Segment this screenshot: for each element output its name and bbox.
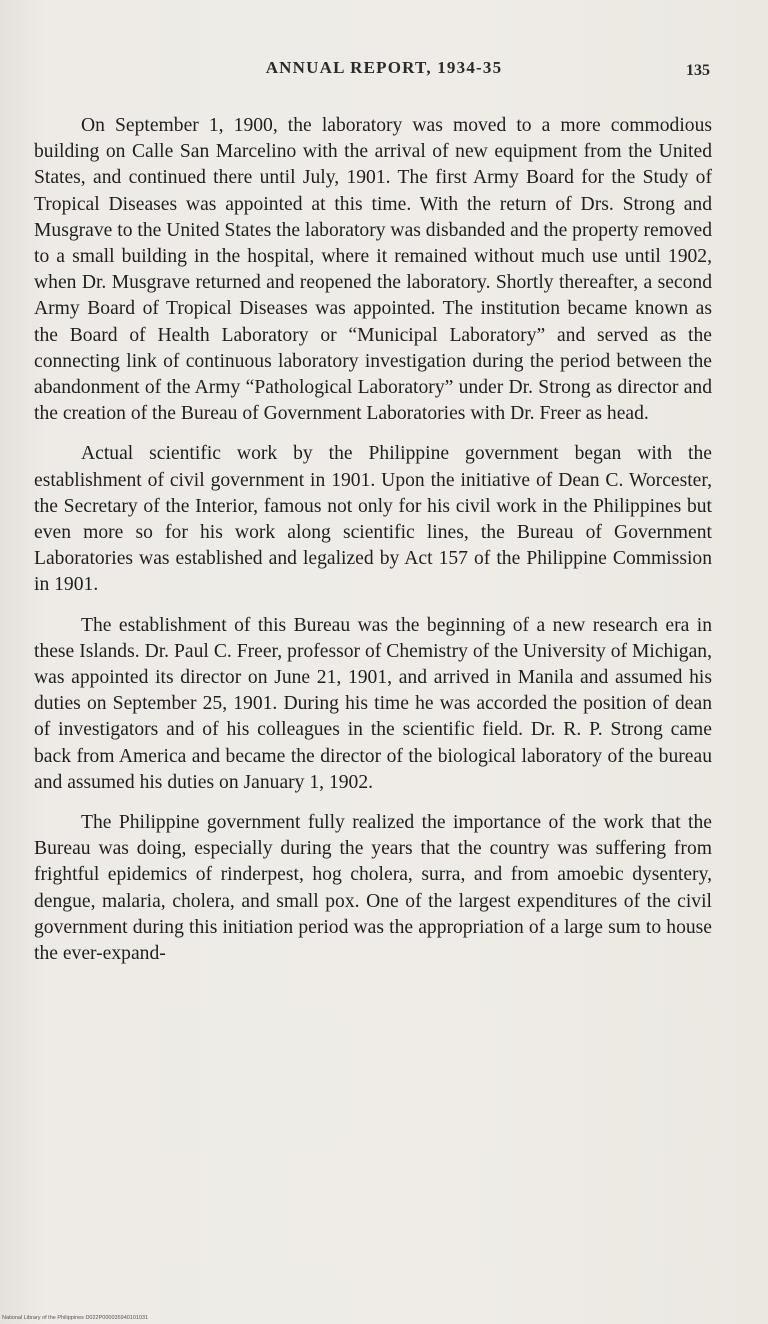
body-text xyxy=(34,113,712,981)
paragraph-civil-government: Actual scientific work by the Philippine government began with the establishment of civil government in 1901. Upon the initiative of Dean C. Worcester, the Secretary of the Interior, famous not only for his civil work in the Philippines but even more so for his work along scientific lines, the Bureau of Government Laboratories was established and legalized by Act 157 of the Philippine Commission in 1901. xyxy=(34,443,712,596)
running-header xyxy=(0,58,768,88)
paragraph-epidemics: The Philippine government fully realized the importance of the work that the Bureau was doing, especially during the years that the country was suffering from frightful epidemics of rinderpest, hog cholera, surra, and from amoebic dysentery, dengue, malaria, cholera, and small pox. One of the largest expenditures of the civil government during this initiation period was the appropriation of a large sum to house the ever-expand- xyxy=(34,812,712,965)
running-title: ANNUAL REPORT, 1934-35 xyxy=(265,58,503,77)
library-stamp: National Library of the Philippines D022P000035940101031 xyxy=(2,1315,149,1321)
paragraph-bureau-establishment: The establishment of this Bureau was the beginning of a new research era in these Islands. Dr. Paul C. Freer, professor of Chemistry of the University of Michigan, was appointed its director on June 21, 1901, and arrived in Manila and assumed his duties on September 25, 1901. During his time he was accorded the position of dean of investigators and of his colleagues in the scientific field. Dr. R. P. Strong came back from America and became the director of the biological laboratory of the bureau and assumed his duties on January 1, 1902. xyxy=(34,614,712,793)
page-number: 135 xyxy=(686,62,710,79)
paragraph-laboratory-history: On September 1, 1900, the laboratory was moved to a more commodious building on Calle San Marcelino with the arrival of new equipment from the United States, and continued there until July, 1901. The first Army Board for the Study of Tropical Diseases was appointed at this time. With the return of Drs. Strong and Musgrave to the United States the laboratory was disbanded and the property removed to a small building in the hospital, where it remained without much use until 1902, when Dr. Musgrave returned and reopened the laboratory. Shortly thereafter, a second Army Board of Tropical Diseases was appointed. The institution became known as the Board of Health Laboratory or “Municipal Laboratory” and served as the connecting link of continuous laboratory investigation during the period between the abandonment of the Army “Pathological Laboratory” under Dr. Strong as director and the creation of the Bureau of Government Laboratories with Dr. Freer as head. xyxy=(34,115,712,425)
